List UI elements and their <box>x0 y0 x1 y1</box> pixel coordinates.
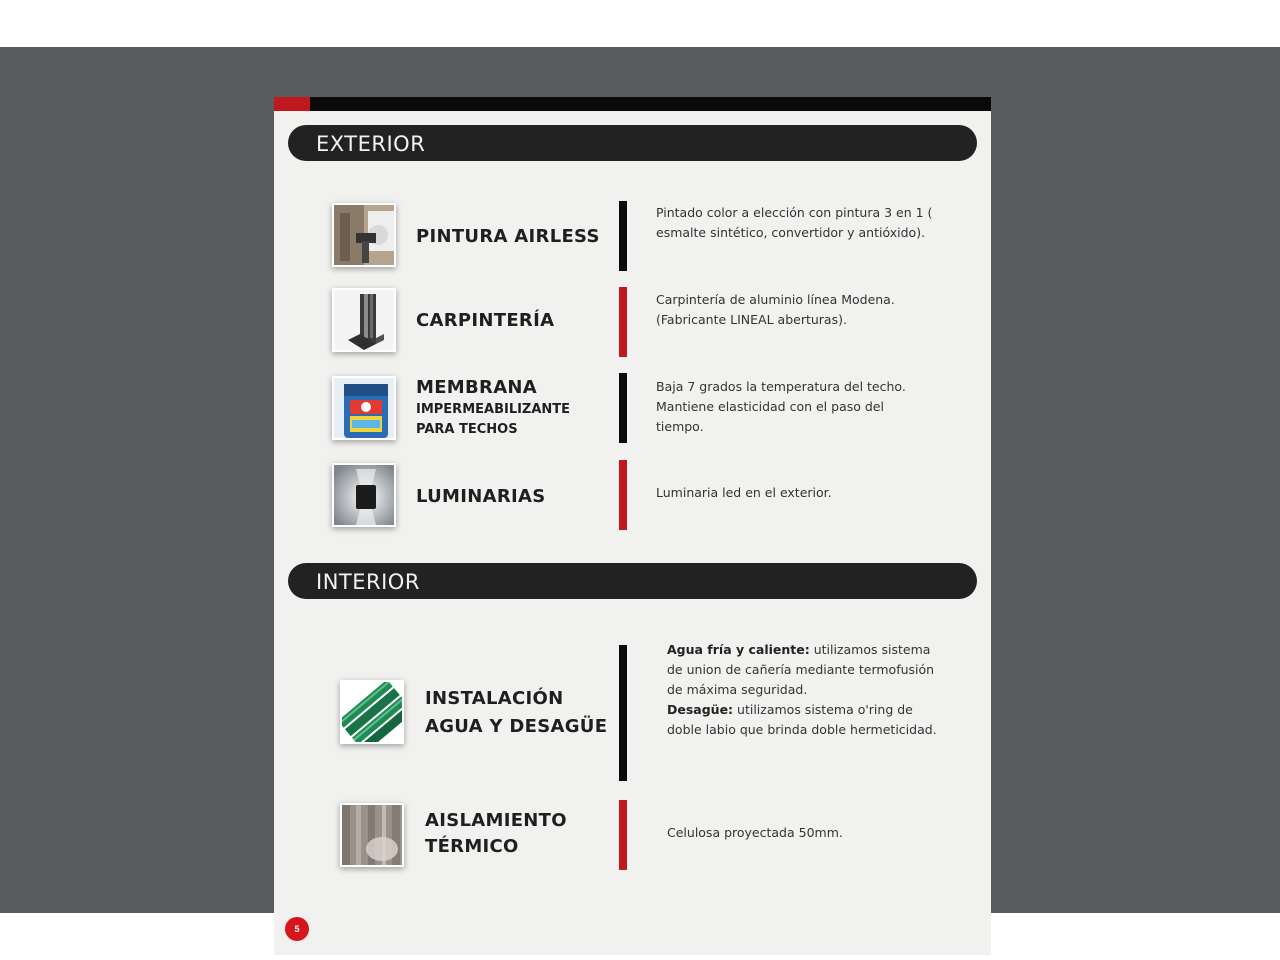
document-viewer <box>0 47 1280 934</box>
pipes-icon <box>340 680 404 744</box>
item-description-instalacion <box>667 640 949 740</box>
item-title-pintura-airless: PINTURA AIRLESS <box>416 226 600 247</box>
item-title-luminarias: LUMINARIAS <box>416 486 546 507</box>
item-title-membrana-main: MEMBRANA <box>416 377 538 398</box>
item-title-aislamiento <box>425 808 567 860</box>
divider-red <box>619 800 627 870</box>
item-title-membrana <box>416 376 570 440</box>
item-description-membrana: Baja 7 grados la temperatura del techo. Mantiene elasticidad con el paso del tiempo. <box>656 379 906 434</box>
paint-bucket-icon <box>332 376 396 440</box>
item-description-luminarias: Luminaria led en el exterior. <box>656 485 832 500</box>
page-top-accent <box>274 97 310 111</box>
section-header-interior <box>288 563 977 599</box>
wall-light-icon <box>332 463 396 527</box>
insulation-icon <box>340 803 404 867</box>
item-title-instalacion <box>425 685 607 741</box>
item-title-instalacion-line-1: INSTALACIÓN <box>425 688 564 709</box>
page-top-bar <box>274 97 991 111</box>
section-header-exterior <box>288 125 977 161</box>
item-title-aislamiento-line-1: AISLAMIENTO <box>425 810 567 831</box>
aluminum-profile-icon <box>332 288 396 352</box>
desc-text-agua: utilizamos sistema de union de cañería mediante termofusión de máxima seguridad. <box>667 642 935 697</box>
item-title-instalacion-line-2: AGUA Y DESAGÜE <box>425 716 608 737</box>
divider-black <box>619 201 627 271</box>
item-subtitle-impermeabilizante: IMPERMEABILIZANTE <box>416 402 571 417</box>
item-description-pintura-airless: Pintado color a elección con pintura 3 en 1 ( esmalte sintético, convertidor y antióxido). <box>656 205 933 240</box>
desc-label-desague: Desagüe: <box>667 702 734 717</box>
section-title-interior: INTERIOR <box>316 570 420 594</box>
divider-black <box>619 645 627 781</box>
page-number-badge: 5 <box>285 917 309 941</box>
document-page <box>274 97 991 955</box>
desc-label-agua: Agua fría y caliente: <box>667 642 810 657</box>
divider-black <box>619 373 627 443</box>
desc-text-desague: utilizamos sistema o'ring de doble labio que brinda doble hermeticidad. <box>667 702 937 737</box>
item-subtitle-para-techos: PARA TECHOS <box>416 422 518 437</box>
item-description-aislamiento: Celulosa proyectada 50mm. <box>667 825 843 840</box>
section-title-exterior: EXTERIOR <box>316 132 426 156</box>
divider-red <box>619 287 627 357</box>
divider-red <box>619 460 627 530</box>
spray-gun-icon <box>332 203 396 267</box>
item-title-aislamiento-line-2: TÉRMICO <box>425 836 519 857</box>
item-title-carpinteria: CARPINTERÍA <box>416 310 555 331</box>
item-description-carpinteria: Carpintería de aluminio línea Modena. (Fabricante LINEAL aberturas). <box>656 292 895 327</box>
